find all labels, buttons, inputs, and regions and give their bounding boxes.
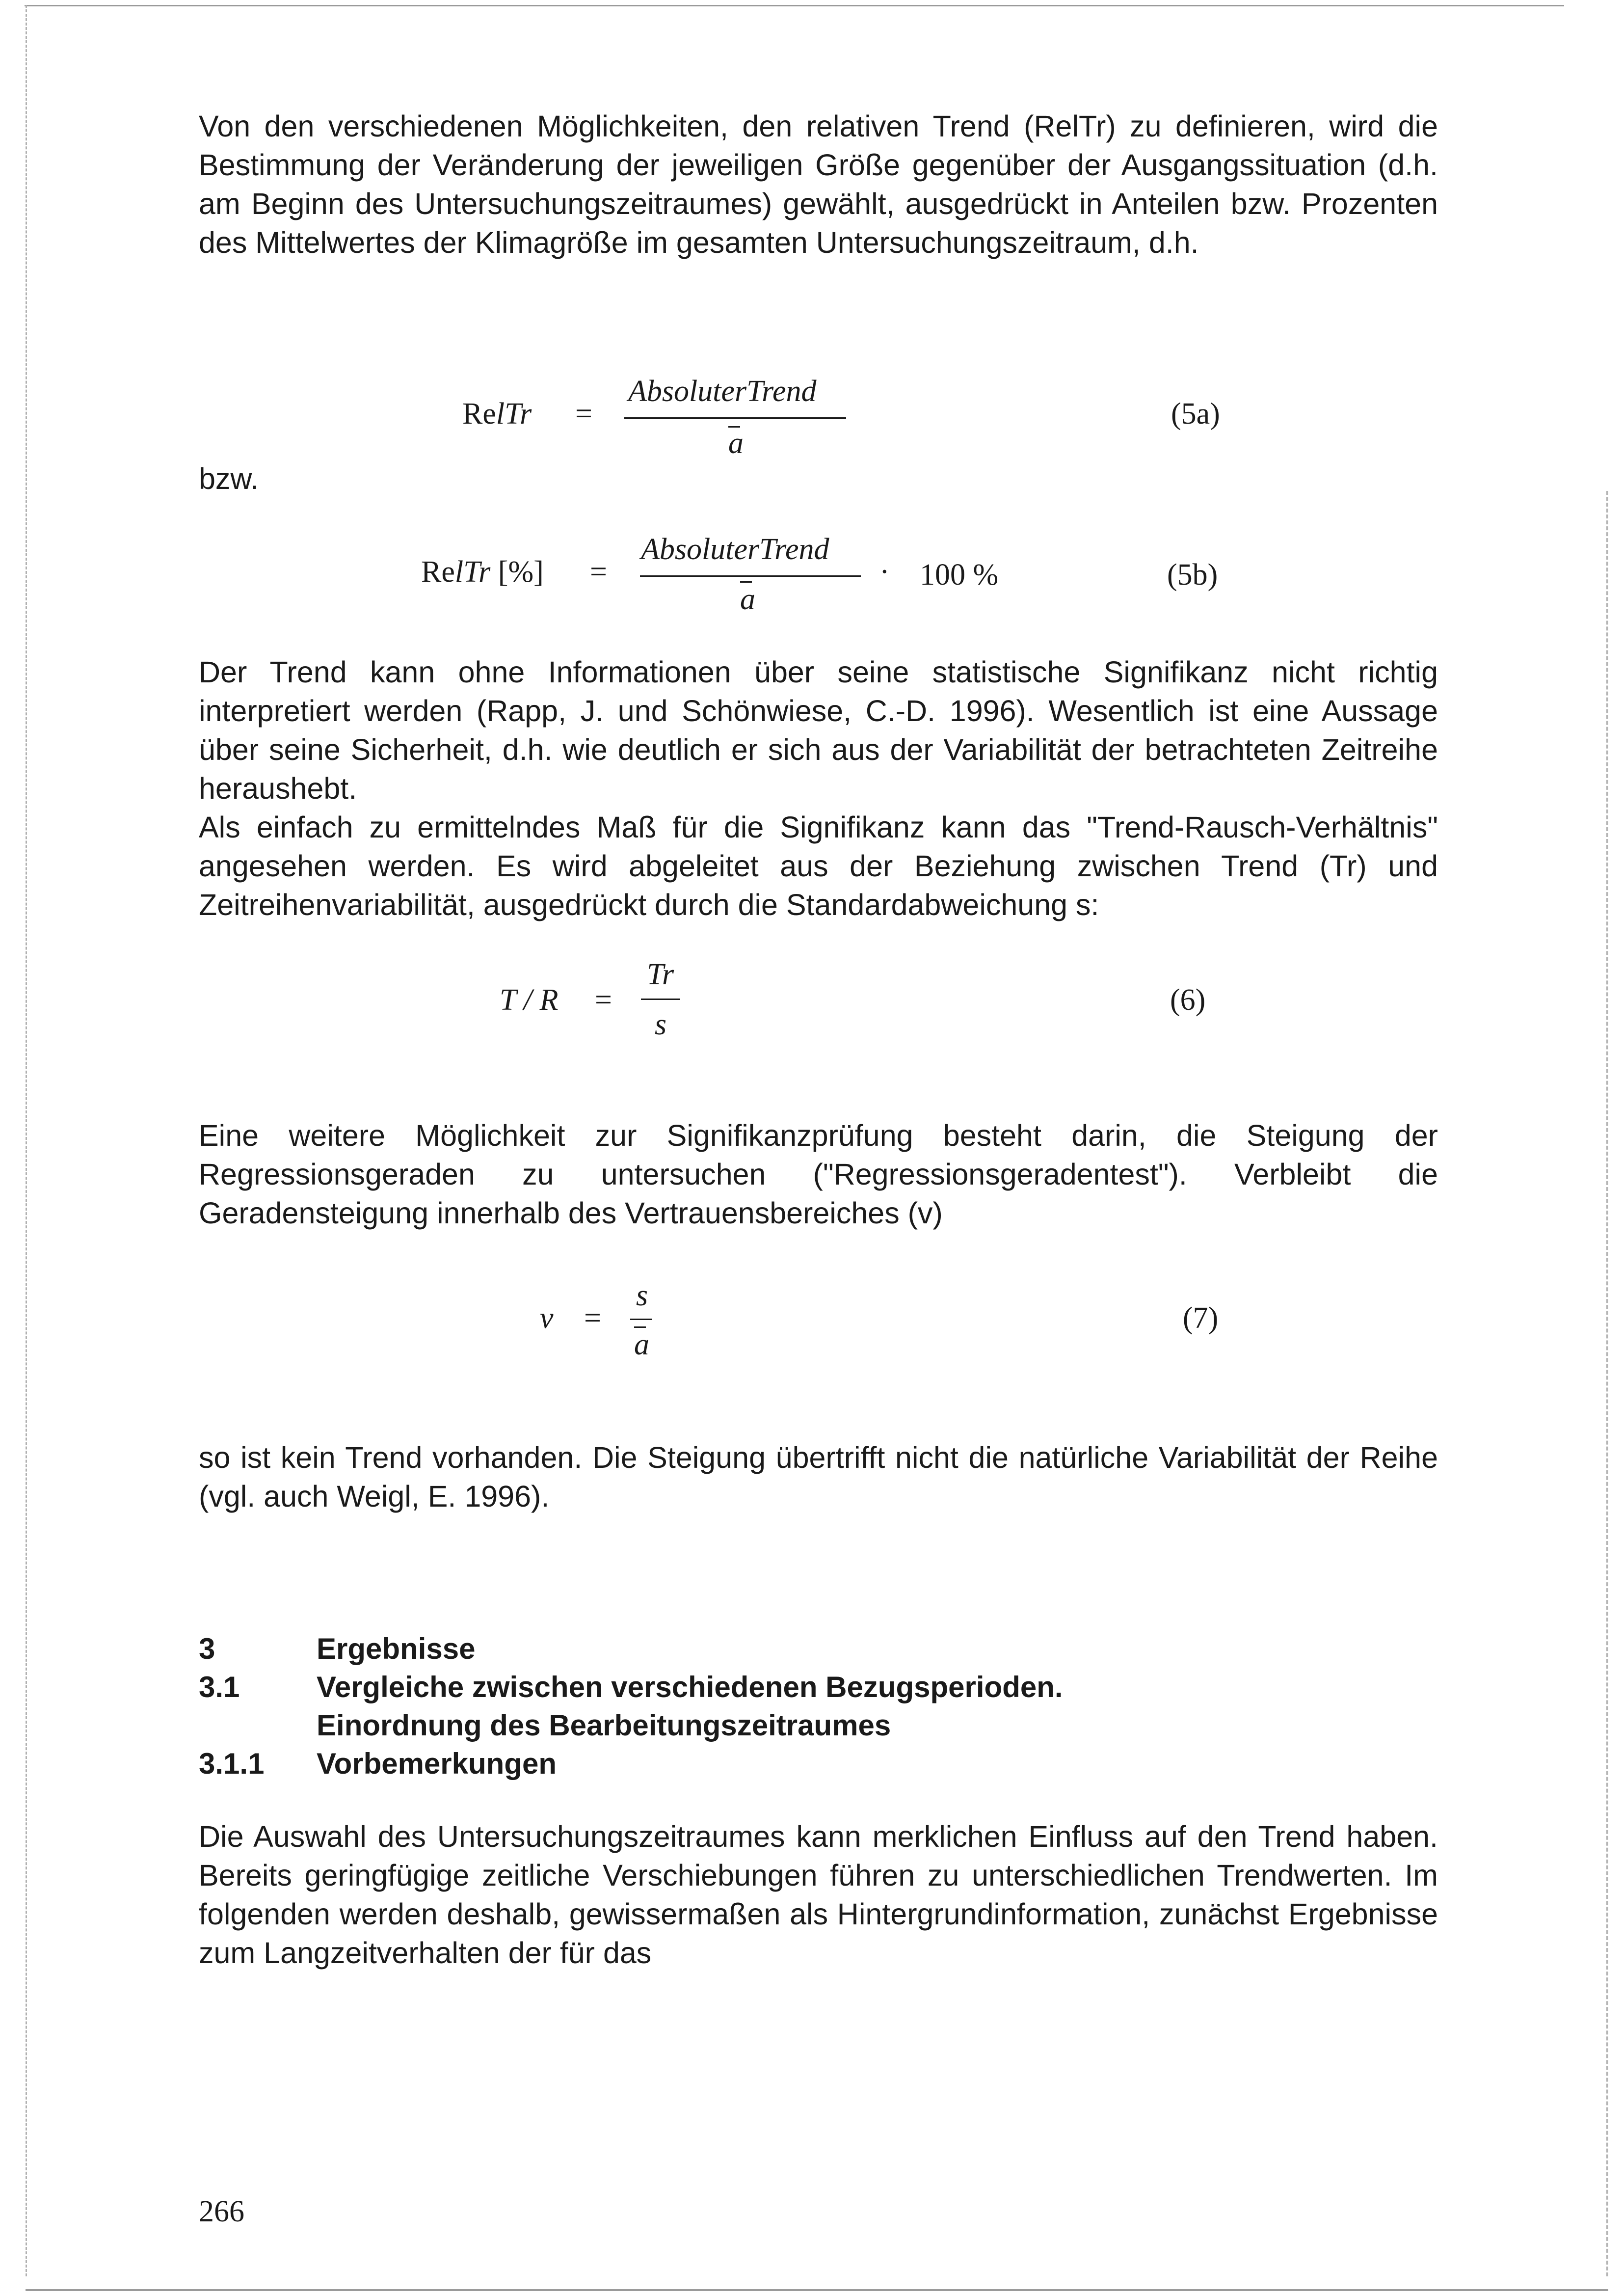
heading-3: 3 Ergebnisse [199,1632,476,1665]
eq5a-lhs: RelTr [462,397,532,431]
scan-edge-bottom [26,2289,1608,2291]
paragraph-conclusion: so ist kein Trend vorhanden. Die Steigung übertrifft nicht die natürliche Variabilität der Reihe (vgl. auch Weigl, E. 1996). [199,1441,1438,1513]
paragraph-selection: Die Auswahl des Untersuchungszeitraumes kann merklichen Einfluss auf den Trend haben. Bereits geringfügige zeitliche Verschiebungen führen zu unterschiedlichen Trendwerten. Im folgenden werden deshalb, gewissermaßen als Hintergrundinformation, zunächst Ergebnisse zum Langzeitverhalten der für das [199,1820,1438,1970]
eq6-label: (6) [1170,983,1206,1017]
eq7-label: (7) [1183,1301,1219,1335]
page-number: 266 [199,2195,244,2228]
eq5b-fraction-bar [640,575,861,577]
heading-3-1: 3.1 Vergleiche zwischen verschiedenen Bezugsperioden. [199,1671,1063,1703]
eq5a-label: (5a) [1171,397,1220,431]
eq5a-equals: = [575,397,592,431]
eq6-denominator: s [655,1008,667,1041]
scan-edge-left [26,5,27,2276]
paragraph-regression: Eine weitere Möglichkeit zur Signifikanzprüfung besteht darin, die Steigung der Regressionsgeraden zu untersuchen ("Regressionsgeradentest"). Verbleibt die Geradensteigung innerhalb des Vertrauensbereiches (v) [199,1119,1438,1230]
eq5a-fraction-bar [624,417,846,419]
paragraph-relative-trend: Von den verschiedenen Möglichkeiten, den relativen Trend (RelTr) zu definieren, wird die Bestimmung der Veränderung der jeweiligen Größe gegenüber der Ausgangssituation (d.h. am Beginn des Untersuchungszeitraumes) gewählt, ausgedrückt in Anteilen bzw. Prozenten des Mittelwertes der Klimagröße im gesamten Untersuchungszeitraum, d.h. [199,109,1438,259]
eq5b-lhs: RelTr [%] [421,555,544,589]
scan-edge-right [1606,491,1608,2276]
eq7-denominator: a [634,1328,649,1361]
eq5b-denominator: a [740,583,755,616]
eq7-equals: = [584,1301,601,1335]
bzw-text: bzw. [199,462,259,495]
eq7-numerator: s [636,1279,648,1312]
eq5a-denominator: a [728,427,744,460]
eq5b-equals: = [590,555,607,589]
scan-edge-top [25,5,1564,6]
eq6-numerator: Tr [647,958,674,991]
eq5b-label: (5b) [1167,558,1218,592]
eq6-lhs: T / R [500,983,559,1017]
eq7-fraction-bar [630,1319,652,1320]
eq6-equals: = [595,983,612,1017]
eq5a-numerator: AbsoluterTrend [628,375,817,408]
heading-3-1-cont: Einordnung des Bearbeitungszeitraumes [317,1709,891,1742]
eq5b-factor: 100 % [920,558,999,592]
eq5b-numerator: AbsoluterTrend [641,533,829,566]
eq7-lhs: v [540,1301,554,1335]
eq6-fraction-bar [641,999,680,1000]
heading-3-1-1: 3.1.1 Vorbemerkungen [199,1747,557,1780]
eq5b-dot: · [879,555,890,589]
paragraph-significance: Der Trend kann ohne Informationen über seine statistische Signifikanz nicht richtig interpretiert werden (Rapp, J. und Schönwiese, C.-D. 1996). Wesentlich ist eine Aussage über seine Sicherheit, d.h. wie deutlich er sich aus der Variabilität der betrachteten Zeitreihe heraushebt. Als einfach zu ermittelndes Maß für die Signifikanz kann das "Trend-Rausch-Verhältnis" angesehen werden. Es wird abgeleitet aus der Beziehung zwischen Trend (Tr) und Zeitreihenvariabilität, ausgedrückt durch die Standardabweichung s: [199,655,1438,921]
